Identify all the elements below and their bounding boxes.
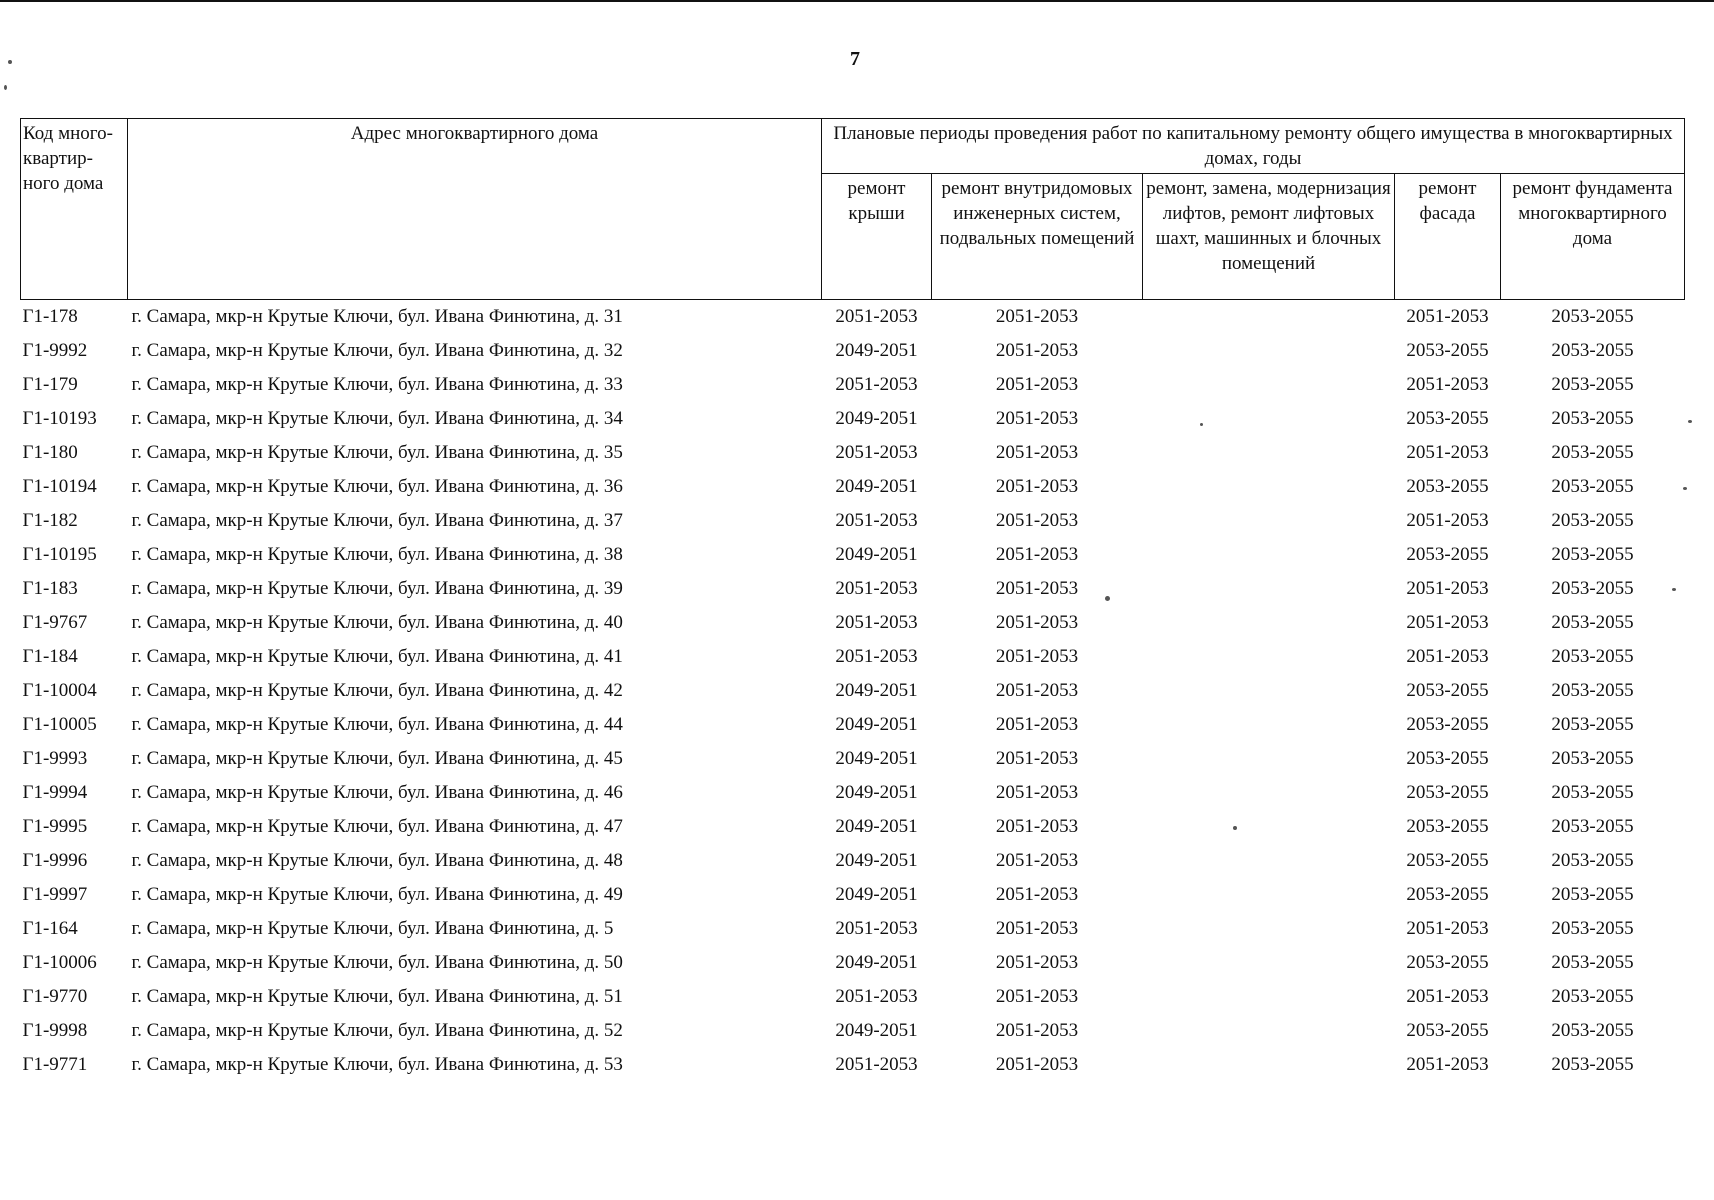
- cell-roof: 2051-2053: [835, 374, 918, 395]
- cell-address: г. Самара, мкр-н Крутые Ключи, бул. Ивана Финютина, д. 38: [131, 544, 623, 565]
- cell-address: г. Самара, мкр-н Крутые Ключи, бул. Ивана Финютина, д. 49: [131, 884, 623, 905]
- cell-roof: 2049-2051: [835, 476, 918, 497]
- cell-roof: 2049-2051: [835, 340, 918, 361]
- cell-roof: 2051-2053: [835, 510, 918, 531]
- cell-roof: 2051-2053: [835, 918, 918, 939]
- scan-speck: [1105, 596, 1110, 601]
- cell-engineering: 2051-2053: [995, 1020, 1079, 1041]
- cell-elevators: [1143, 470, 1395, 504]
- cell-foundation: 2053-2055: [1551, 918, 1634, 939]
- cell-facade: 2051-2053: [1406, 442, 1489, 463]
- cell-foundation: 2053-2055: [1551, 408, 1634, 429]
- cell-engineering: 2051-2053: [995, 510, 1079, 531]
- cell-elevators: [1143, 742, 1395, 776]
- cell-roof: 2051-2053: [835, 1054, 918, 1075]
- cell-facade: 2053-2055: [1406, 816, 1489, 837]
- table-row: [21, 946, 1685, 980]
- cell-engineering: 2051-2053: [995, 782, 1079, 803]
- cell-address: г. Самара, мкр-н Крутые Ключи, бул. Ивана Финютина, д. 53: [131, 1054, 623, 1075]
- cell-elevators: [1143, 980, 1395, 1014]
- table-row: [21, 674, 1685, 708]
- cell-facade: 2051-2053: [1406, 374, 1489, 395]
- cell-foundation: 2053-2055: [1551, 442, 1634, 463]
- cell-code: Г1-9997: [22, 884, 88, 905]
- cell-foundation: 2053-2055: [1551, 510, 1634, 531]
- cell-code: Г1-10006: [22, 952, 97, 973]
- cell-engineering: 2051-2053: [995, 952, 1079, 973]
- cell-code: Г1-9996: [22, 850, 88, 871]
- cell-elevators: [1143, 1048, 1395, 1082]
- cell-elevators: [1143, 300, 1395, 335]
- cell-code: Г1-183: [22, 578, 78, 599]
- table-row: [21, 402, 1685, 436]
- cell-roof: 2051-2053: [835, 442, 918, 463]
- cell-code: Г1-10004: [22, 680, 97, 701]
- cell-foundation: 2053-2055: [1551, 340, 1634, 361]
- top-border-line: [0, 0, 1714, 2]
- cell-engineering: 2051-2053: [995, 476, 1079, 497]
- cell-roof: 2049-2051: [835, 714, 918, 735]
- header-facade: ремонт фасада: [1395, 174, 1501, 300]
- cell-facade: 2051-2053: [1406, 510, 1489, 531]
- cell-code: Г1-10194: [22, 476, 97, 497]
- cell-code: Г1-178: [22, 306, 78, 327]
- cell-roof: 2051-2053: [835, 986, 918, 1007]
- cell-facade: 2053-2055: [1406, 680, 1489, 701]
- cell-code: Г1-180: [22, 442, 78, 463]
- cell-facade: 2053-2055: [1406, 544, 1489, 565]
- cell-address: г. Самара, мкр-н Крутые Ключи, бул. Ивана Финютина, д. 32: [131, 340, 623, 361]
- cell-code: Г1-9993: [22, 748, 88, 769]
- cell-engineering: 2051-2053: [995, 442, 1079, 463]
- cell-foundation: 2053-2055: [1551, 748, 1634, 769]
- cell-engineering: 2051-2053: [995, 918, 1079, 939]
- cell-elevators: [1143, 844, 1395, 878]
- page-number: 7: [850, 48, 860, 70]
- cell-facade: 2051-2053: [1406, 986, 1489, 1007]
- cell-code: Г1-182: [22, 510, 78, 531]
- scan-speck: [1688, 420, 1692, 423]
- cell-foundation: 2053-2055: [1551, 680, 1634, 701]
- cell-address: г. Самара, мкр-н Крутые Ключи, бул. Ивана Финютина, д. 39: [131, 578, 623, 599]
- cell-address: г. Самара, мкр-н Крутые Ключи, бул. Ивана Финютина, д. 37: [131, 510, 623, 531]
- cell-address: г. Самара, мкр-н Крутые Ключи, бул. Ивана Финютина, д. 44: [131, 714, 623, 735]
- cell-address: г. Самара, мкр-н Крутые Ключи, бул. Ивана Финютина, д. 48: [131, 850, 623, 871]
- cell-code: Г1-164: [22, 918, 78, 939]
- cell-engineering: 2051-2053: [995, 884, 1079, 905]
- cell-facade: 2053-2055: [1406, 748, 1489, 769]
- cell-foundation: 2053-2055: [1551, 1054, 1634, 1075]
- cell-code: Г1-179: [22, 374, 78, 395]
- cell-roof: 2049-2051: [835, 782, 918, 803]
- cell-code: Г1-9992: [22, 340, 88, 361]
- capital-repair-table: [20, 118, 1685, 1082]
- cell-roof: 2049-2051: [835, 748, 918, 769]
- header-foundation: ремонт фундамента многоквартирного дома: [1501, 174, 1685, 300]
- table-row: [21, 742, 1685, 776]
- cell-facade: 2053-2055: [1406, 782, 1489, 803]
- cell-foundation: 2053-2055: [1551, 884, 1634, 905]
- cell-engineering: 2051-2053: [995, 340, 1079, 361]
- table-row: [21, 470, 1685, 504]
- cell-roof: 2049-2051: [835, 816, 918, 837]
- cell-elevators: [1143, 640, 1395, 674]
- cell-code: Г1-184: [22, 646, 78, 667]
- table-body: [21, 300, 1685, 1083]
- table-row: [21, 368, 1685, 402]
- table-row: [21, 980, 1685, 1014]
- cell-engineering: 2051-2053: [995, 850, 1079, 871]
- cell-engineering: 2051-2053: [995, 544, 1079, 565]
- cell-elevators: [1143, 572, 1395, 606]
- cell-address: г. Самара, мкр-н Крутые Ключи, бул. Ивана Финютина, д. 35: [131, 442, 623, 463]
- cell-facade: 2051-2053: [1406, 306, 1489, 327]
- cell-elevators: [1143, 436, 1395, 470]
- cell-foundation: 2053-2055: [1551, 1020, 1634, 1041]
- cell-roof: 2049-2051: [835, 1020, 918, 1041]
- cell-engineering: 2051-2053: [995, 680, 1079, 701]
- cell-facade: 2053-2055: [1406, 340, 1489, 361]
- table-row: [21, 640, 1685, 674]
- cell-facade: 2053-2055: [1406, 476, 1489, 497]
- header-code: Код много-квартир-ного дома: [21, 119, 128, 300]
- cell-code: Г1-10005: [22, 714, 97, 735]
- table-row: [21, 504, 1685, 538]
- cell-elevators: [1143, 504, 1395, 538]
- cell-address: г. Самара, мкр-н Крутые Ключи, бул. Ивана Финютина, д. 51: [131, 986, 623, 1007]
- cell-roof: 2051-2053: [835, 646, 918, 667]
- cell-foundation: 2053-2055: [1551, 476, 1634, 497]
- cell-foundation: 2053-2055: [1551, 306, 1634, 327]
- cell-foundation: 2053-2055: [1551, 612, 1634, 633]
- cell-elevators: [1143, 912, 1395, 946]
- cell-address: г. Самара, мкр-н Крутые Ключи, бул. Ивана Финютина, д. 31: [131, 306, 623, 327]
- table-row: [21, 436, 1685, 470]
- cell-foundation: 2053-2055: [1551, 782, 1634, 803]
- cell-code: Г1-10193: [22, 408, 97, 429]
- cell-foundation: 2053-2055: [1551, 578, 1634, 599]
- cell-elevators: [1143, 776, 1395, 810]
- cell-elevators: [1143, 810, 1395, 844]
- cell-address: г. Самара, мкр-н Крутые Ключи, бул. Ивана Финютина, д. 40: [131, 612, 623, 633]
- cell-elevators: [1143, 402, 1395, 436]
- cell-address: г. Самара, мкр-н Крутые Ключи, бул. Ивана Финютина, д. 50: [131, 952, 623, 973]
- table-row: [21, 1048, 1685, 1082]
- cell-facade: 2053-2055: [1406, 884, 1489, 905]
- cell-engineering: 2051-2053: [995, 408, 1079, 429]
- table-row: [21, 606, 1685, 640]
- header-engineering: ремонт внутридомовых инженерных систем, подвальных помещений: [932, 174, 1143, 300]
- table-row: [21, 844, 1685, 878]
- cell-foundation: 2053-2055: [1551, 986, 1634, 1007]
- cell-roof: 2049-2051: [835, 884, 918, 905]
- cell-engineering: 2051-2053: [995, 1054, 1079, 1075]
- cell-elevators: [1143, 708, 1395, 742]
- cell-foundation: 2053-2055: [1551, 816, 1634, 837]
- cell-roof: 2049-2051: [835, 952, 918, 973]
- cell-facade: 2053-2055: [1406, 952, 1489, 973]
- cell-code: Г1-10195: [22, 544, 97, 565]
- cell-engineering: 2051-2053: [995, 816, 1079, 837]
- cell-address: г. Самара, мкр-н Крутые Ключи, бул. Ивана Финютина, д. 45: [131, 748, 623, 769]
- cell-roof: 2049-2051: [835, 544, 918, 565]
- cell-elevators: [1143, 606, 1395, 640]
- cell-address: г. Самара, мкр-н Крутые Ключи, бул. Ивана Финютина, д. 41: [131, 646, 623, 667]
- cell-roof: 2049-2051: [835, 680, 918, 701]
- cell-address: г. Самара, мкр-н Крутые Ключи, бул. Ивана Финютина, д. 34: [131, 408, 623, 429]
- cell-foundation: 2053-2055: [1551, 544, 1634, 565]
- cell-roof: 2049-2051: [835, 408, 918, 429]
- cell-facade: 2053-2055: [1406, 850, 1489, 871]
- cell-facade: 2053-2055: [1406, 714, 1489, 735]
- cell-address: г. Самара, мкр-н Крутые Ключи, бул. Ивана Финютина, д. 46: [131, 782, 623, 803]
- cell-facade: 2051-2053: [1406, 578, 1489, 599]
- table-row: [21, 708, 1685, 742]
- table-row: [21, 878, 1685, 912]
- cell-elevators: [1143, 878, 1395, 912]
- cell-elevators: [1143, 368, 1395, 402]
- table-row: [21, 1014, 1685, 1048]
- cell-foundation: 2053-2055: [1551, 646, 1634, 667]
- cell-code: Г1-9995: [22, 816, 88, 837]
- cell-engineering: 2051-2053: [995, 578, 1079, 599]
- table-row: [21, 572, 1685, 606]
- table-row: [21, 776, 1685, 810]
- header-roof: ремонт крыши: [822, 174, 932, 300]
- cell-elevators: [1143, 674, 1395, 708]
- cell-engineering: 2051-2053: [995, 612, 1079, 633]
- cell-address: г. Самара, мкр-н Крутые Ключи, бул. Ивана Финютина, д. 5: [131, 918, 614, 939]
- cell-address: г. Самара, мкр-н Крутые Ключи, бул. Ивана Финютина, д. 52: [131, 1020, 623, 1041]
- cell-roof: 2051-2053: [835, 306, 918, 327]
- table-row: [21, 912, 1685, 946]
- cell-roof: 2051-2053: [835, 612, 918, 633]
- cell-elevators: [1143, 538, 1395, 572]
- cell-foundation: 2053-2055: [1551, 374, 1634, 395]
- header-address: Адрес многоквартирного дома: [128, 119, 822, 300]
- cell-address: г. Самара, мкр-н Крутые Ключи, бул. Ивана Финютина, д. 47: [131, 816, 623, 837]
- scan-speck: [1200, 423, 1203, 426]
- cell-engineering: 2051-2053: [995, 306, 1079, 327]
- scan-speck: [4, 85, 7, 90]
- scan-speck: [1233, 826, 1237, 830]
- cell-facade: 2051-2053: [1406, 612, 1489, 633]
- cell-engineering: 2051-2053: [995, 646, 1079, 667]
- cell-facade: 2053-2055: [1406, 408, 1489, 429]
- cell-engineering: 2051-2053: [995, 714, 1079, 735]
- scan-speck: [1683, 487, 1687, 490]
- cell-code: Г1-9994: [22, 782, 88, 803]
- cell-code: Г1-9998: [22, 1020, 88, 1041]
- header-elevators: ремонт, замена, модернизация лифтов, ремонт лифтовых шахт, машинных и блочных помещений: [1143, 174, 1395, 300]
- table-row: [21, 810, 1685, 844]
- cell-roof: 2049-2051: [835, 850, 918, 871]
- cell-engineering: 2051-2053: [995, 374, 1079, 395]
- cell-code: Г1-9767: [22, 612, 88, 633]
- scan-speck: [1672, 588, 1676, 591]
- cell-facade: 2051-2053: [1406, 646, 1489, 667]
- cell-facade: 2053-2055: [1406, 1020, 1489, 1041]
- cell-address: г. Самара, мкр-н Крутые Ключи, бул. Ивана Финютина, д. 36: [131, 476, 623, 497]
- cell-facade: 2051-2053: [1406, 918, 1489, 939]
- table-row: [21, 300, 1685, 335]
- cell-elevators: [1143, 334, 1395, 368]
- cell-code: Г1-9771: [22, 1054, 88, 1075]
- cell-code: Г1-9770: [22, 986, 88, 1007]
- cell-elevators: [1143, 1014, 1395, 1048]
- scan-speck: [8, 60, 12, 64]
- cell-facade: 2051-2053: [1406, 1054, 1489, 1075]
- cell-roof: 2051-2053: [835, 578, 918, 599]
- cell-foundation: 2053-2055: [1551, 952, 1634, 973]
- table-row: [21, 334, 1685, 368]
- cell-engineering: 2051-2053: [995, 748, 1079, 769]
- table-row: [21, 538, 1685, 572]
- cell-address: г. Самара, мкр-н Крутые Ключи, бул. Ивана Финютина, д. 33: [131, 374, 623, 395]
- cell-foundation: 2053-2055: [1551, 850, 1634, 871]
- cell-foundation: 2053-2055: [1551, 714, 1634, 735]
- cell-address: г. Самара, мкр-н Крутые Ключи, бул. Ивана Финютина, д. 42: [131, 680, 623, 701]
- cell-elevators: [1143, 946, 1395, 980]
- header-periods-group: Плановые периоды проведения работ по капитальному ремонту общего имущества в многоквартирных домах, годы: [822, 119, 1685, 174]
- cell-engineering: 2051-2053: [995, 986, 1079, 1007]
